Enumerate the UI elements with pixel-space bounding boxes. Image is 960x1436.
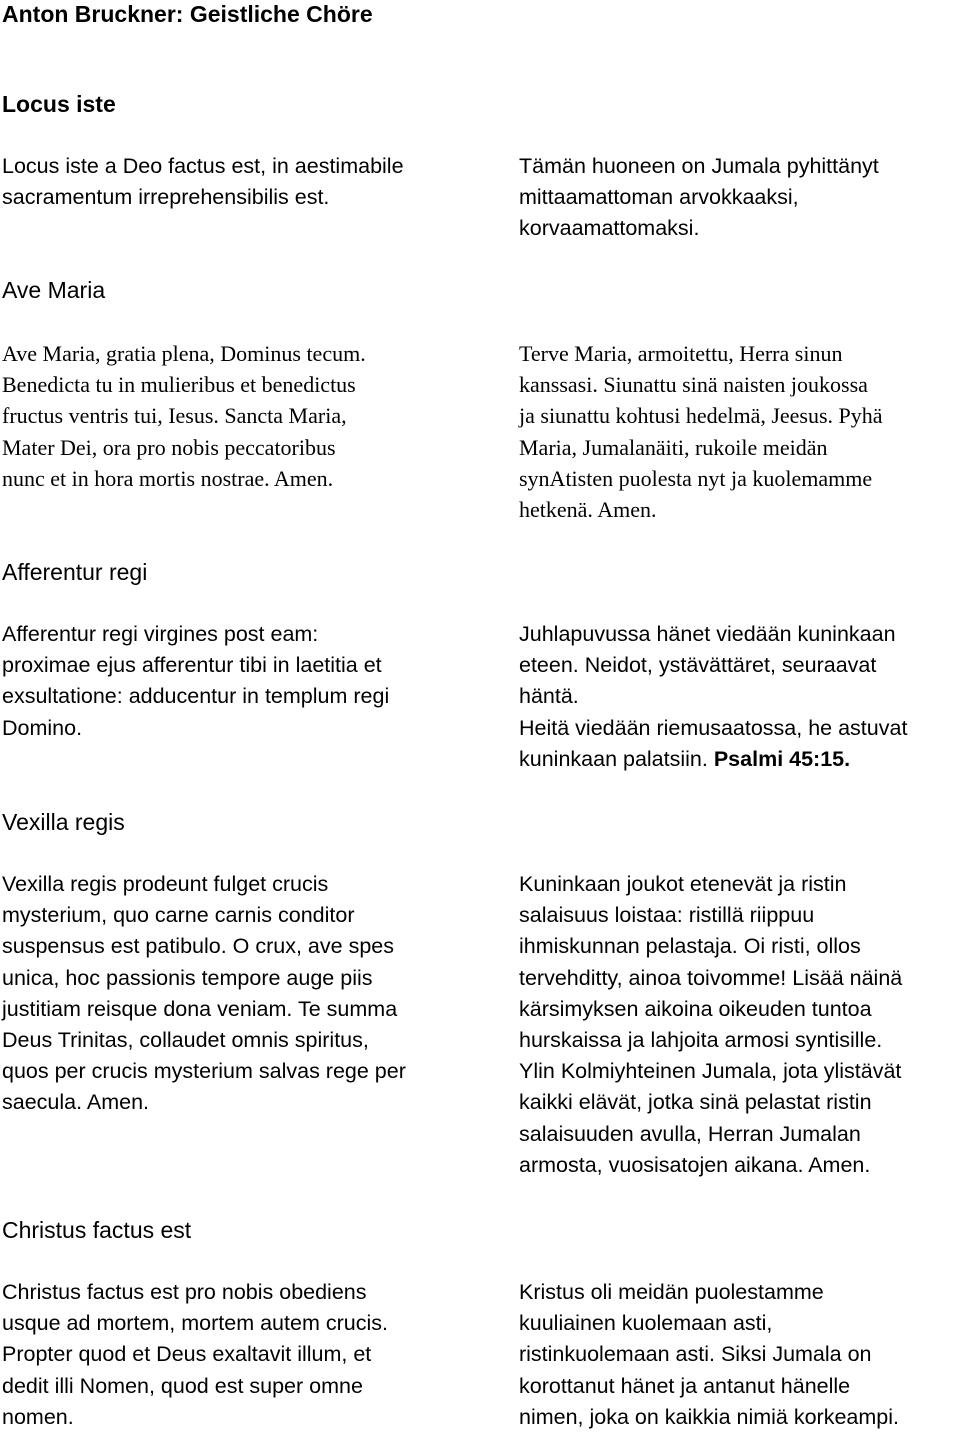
section-heading-ave-maria: Ave Maria xyxy=(2,277,106,303)
latin-text-afferentur-regi xyxy=(2,619,472,744)
finnish-text-locus-iste xyxy=(519,151,959,245)
text-line: kaikki elävät, jotka sinä pelastat ristin xyxy=(519,1090,872,1115)
text-line: ihmiskunnan pelastaja. Oi risti, ollos xyxy=(519,934,861,959)
text-line: Benedicta tu in mulieribus et benedictus xyxy=(2,372,356,398)
finnish-text-christus-factus-est xyxy=(519,1277,959,1433)
text-line: proximae ejus afferentur tibi in laetitia et xyxy=(2,653,382,678)
text-line: ristinkuolemaan asti. Siksi Jumala on xyxy=(519,1342,872,1367)
section-heading-vexilla-regis: Vexilla regis xyxy=(2,809,125,835)
text-fragment: kuninkaan palatsiin. xyxy=(519,746,708,771)
text-line: justitiam reisque dona veniam. Te summa xyxy=(2,996,398,1021)
text-line: Terve Maria, armoitettu, Herra sinun xyxy=(519,341,843,366)
text-line: dedit illi Nomen, quod est super omne xyxy=(2,1373,363,1398)
section-heading-christus-factus-est: Christus factus est xyxy=(2,1217,192,1243)
text-line: exsultatione: adducentur in templum regi xyxy=(2,684,390,709)
text-line: synAtisten puolesta nyt ja kuolemamme xyxy=(519,465,873,491)
text-line: eteen. Neidot, ystävättäret, seuraavat xyxy=(519,653,877,678)
text-line: Ylin Kolmiyhteinen Jumala, jota ylistävät xyxy=(519,1059,902,1084)
latin-text-vexilla-regis xyxy=(2,869,472,1119)
text-line: salaisuus loistaa: ristillä riippuu xyxy=(519,903,815,928)
text-line: Propter quod et Deus exaltavit illum, et xyxy=(2,1342,372,1367)
latin-text-ave-maria xyxy=(2,338,472,494)
text-line: kärsimyksen aikoina oikeuden tuntoa xyxy=(519,996,872,1021)
text-line: Domino. xyxy=(2,715,83,740)
text-line: fructus ventris tui, Iesus. Sancta Maria, xyxy=(2,403,347,429)
text-line: armosta, vuosisatojen aikana. Amen. xyxy=(519,1152,871,1177)
text-line: Juhlapuvussa hänet viedään kuninkaan xyxy=(519,622,896,646)
text-line: Kuninkaan joukot etenevät ja ristin xyxy=(519,872,847,896)
text-line: quos per crucis mysterium salvas rege per xyxy=(2,1059,406,1084)
text-line: Heitä viedään riemusaatossa, he astuvat xyxy=(519,715,908,740)
section-heading-locus-iste: Locus iste xyxy=(2,91,116,117)
text-line: kuuliainen kuolemaan asti, xyxy=(519,1311,773,1336)
text-line: mysterium, quo carne carnis conditor xyxy=(2,903,355,928)
text-line: Ave Maria, gratia plena, Dominus tecum. xyxy=(2,341,366,366)
section-heading-afferentur-regi: Afferentur regi xyxy=(2,559,148,585)
text-line: ja siunattu kohtusi hedelmä, Jeesus. Pyhä xyxy=(519,403,883,429)
text-line: tervehditty, ainoa toivomme! Lisää näinä xyxy=(519,965,903,990)
text-line: nimen, joka on kaikkia nimiä korkeampi. xyxy=(519,1404,899,1429)
text-line: nunc et in hora mortis nostrae. Amen. xyxy=(2,465,334,491)
text-line: Kristus oli meidän puolestamme xyxy=(519,1280,824,1304)
latin-text-christus-factus-est xyxy=(2,1277,472,1433)
text-line: nomen. xyxy=(2,1404,74,1429)
text-line: Vexilla regis prodeunt fulget crucis xyxy=(2,872,329,896)
text-line: Christus factus est pro nobis obediens xyxy=(2,1280,367,1304)
text-line: hurskaissa ja lahjoita armosi syntisille. xyxy=(519,1028,883,1053)
text-line: Deus Trinitas, collaudet omnis spiritus, xyxy=(2,1028,369,1053)
text-line: saecula. Amen. xyxy=(2,1090,150,1115)
text-line: Maria, Jumalanäiti, rukoile meidän xyxy=(519,434,828,460)
psalm-reference: Psalmi 45:15. xyxy=(713,746,851,771)
text-line: Tämän huoneen on Jumala pyhittänyt xyxy=(519,154,879,178)
latin-text-locus-iste xyxy=(2,151,472,213)
text-line: sacramentum irreprehensibilis est. xyxy=(2,185,330,210)
text-line: Afferentur regi virgines post eam: xyxy=(2,622,319,646)
finnish-text-afferentur-regi xyxy=(519,619,959,775)
text-line: mittaamattoman arvokkaaksi, xyxy=(519,185,799,210)
text-line: kanssasi. Siunattu sinä naisten joukossa xyxy=(519,372,868,398)
finnish-text-vexilla-regis xyxy=(519,869,959,1181)
text-line: usque ad mortem, mortem autem crucis. xyxy=(2,1311,388,1336)
text-line-with-reference xyxy=(519,744,959,775)
text-line: hetkenä. Amen. xyxy=(519,497,657,523)
text-line: korottanut hänet ja antanut hänelle xyxy=(519,1373,851,1398)
page-title: Anton Bruckner: Geistliche Chöre xyxy=(2,1,373,27)
text-line: unica, hoc passionis tempore auge piis xyxy=(2,965,373,990)
text-line: suspensus est patibulo. O crux, ave spes xyxy=(2,934,394,959)
text-line: Locus iste a Deo factus est, in aestimabile xyxy=(2,154,404,178)
text-line: häntä. xyxy=(519,684,579,709)
text-line: korvaamattomaksi. xyxy=(519,216,700,241)
text-line: salaisuuden avulla, Herran Jumalan xyxy=(519,1121,861,1146)
text-line: Mater Dei, ora pro nobis peccatoribus xyxy=(2,434,336,460)
finnish-text-ave-maria xyxy=(519,338,959,525)
